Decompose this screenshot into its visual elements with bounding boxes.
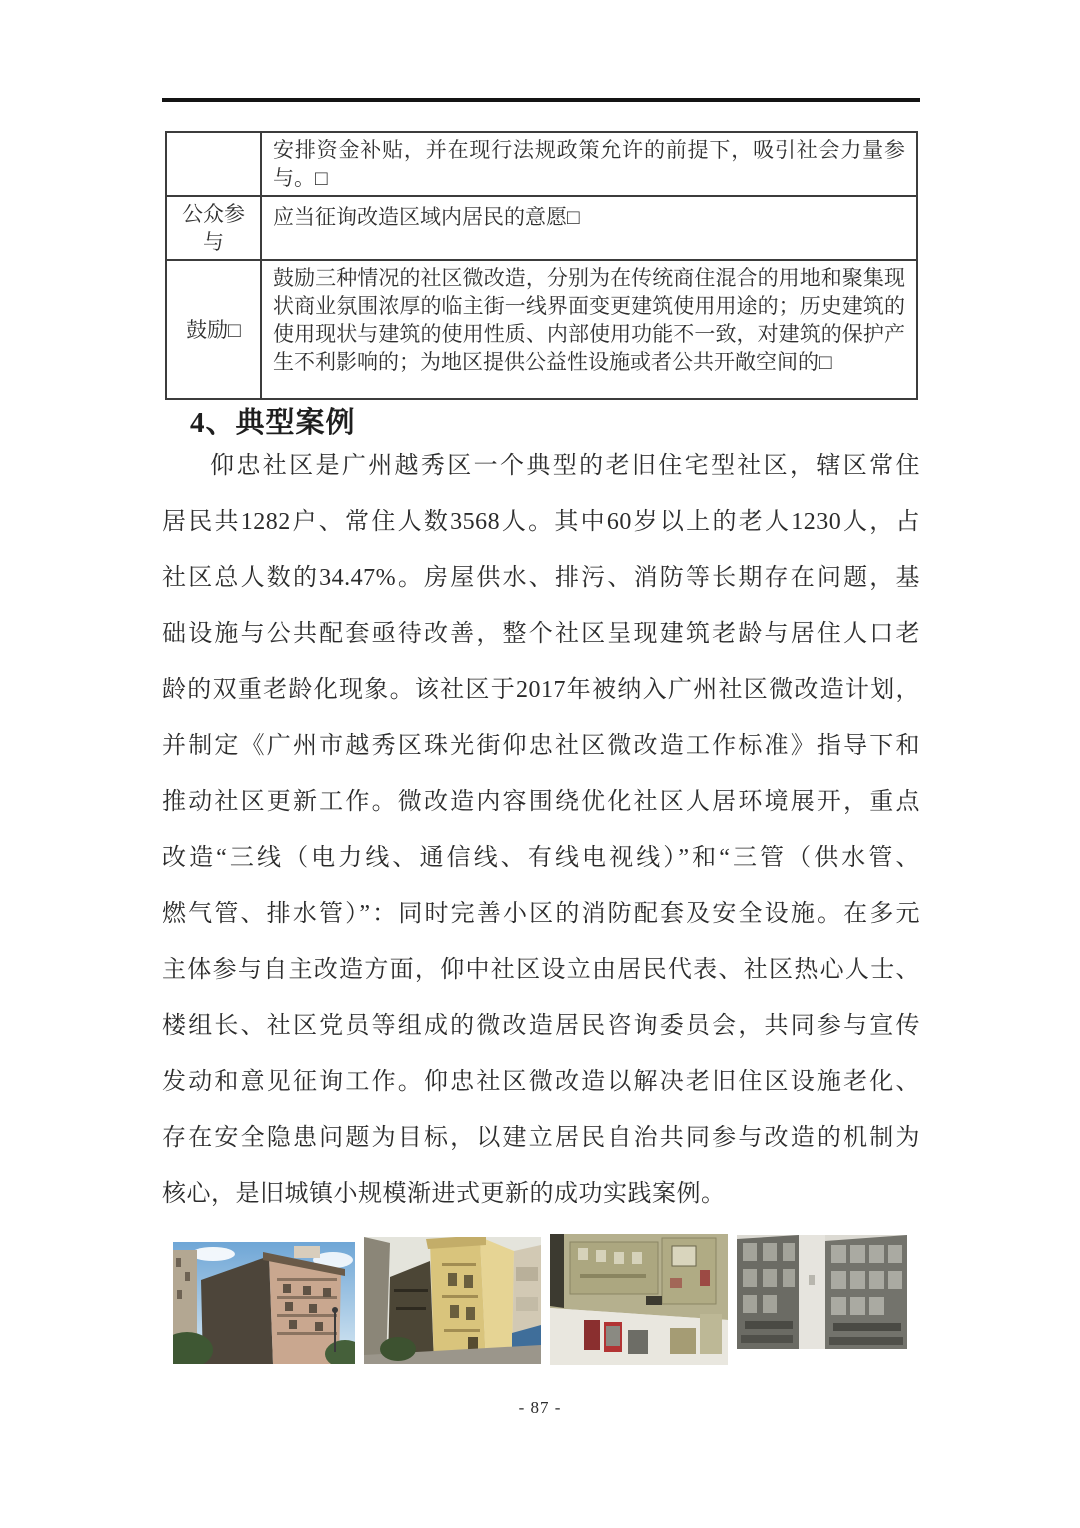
photo-electric-meter-cabinets — [737, 1235, 907, 1349]
paragraph-line: 居民共1282户、常住人数3568人。其中60岁以上的老人1230人，占 — [162, 509, 920, 535]
body-paragraph — [162, 438, 920, 1222]
paragraph-line: 推动社区更新工作。微改造内容围绕优化社区人居环境展开，重点 — [162, 789, 920, 815]
paragraph-line: 社区总人数的34.47%。房屋供水、排污、消防等长期存在问题，基 — [162, 565, 920, 591]
top-horizontal-rule — [162, 98, 920, 102]
table-row-content: 安排资金补贴，并在现行法规政策允许的前提下，吸引社会力量参与。□ — [261, 132, 917, 196]
section-heading: 4、典型案例 — [190, 407, 356, 439]
paragraph-line: 发动和意见征询工作。仰忠社区微改造以解决老旧住区设施老化、 — [162, 1069, 920, 1095]
paragraph-line: 并制定《广州市越秀区珠光街仰忠社区微改造工作标准》指导下和 — [162, 733, 920, 759]
paragraph-line: 仰忠社区是广州越秀区一个典型的老旧住宅型社区，辖区常住 — [210, 453, 920, 479]
paragraph-line: 存在安全隐患问题为目标，以建立居民自治共同参与改造的机制为 — [162, 1125, 920, 1151]
paragraph-line: 楼组长、社区党员等组成的微改造居民咨询委员会，共同参与宣传 — [162, 1013, 920, 1039]
table-row-content: 应当征询改造区域内居民的意愿□ — [261, 196, 917, 260]
paragraph-line: 改造“三线（电力线、通信线、有线电视线）”和“三管（供水管、 — [162, 845, 920, 871]
table-row-content: 鼓励三种情况的社区微改造，分别为在传统商住混合的用地和聚集现状商业氛围浓厚的临主街一线界面变更建筑使用用途的；历史建筑的使用现状与建筑的使用性质、内部使用功能不一致，对建筑的保护产生不利影响的；为地区提供公益性设施或者公共开敞空间的□ — [261, 260, 917, 399]
table-row — [166, 132, 917, 196]
paragraph-line: 燃气管、排水管）”：同时完善小区的消防配套及安全设施。在多元 — [162, 901, 920, 927]
photo-aged-electric-meter-panels — [550, 1234, 728, 1365]
table-row-label: 鼓励□ — [166, 260, 261, 399]
photo-old-residential-building-corner — [173, 1242, 355, 1364]
table-row-label: 公众参与 — [166, 196, 261, 260]
table-row — [166, 260, 917, 399]
page-number: - 87 - — [518, 1398, 562, 1417]
paragraph-line: 础设施与公共配套亟待改善，整个社区呈现建筑老龄与居住人口老 — [162, 621, 920, 647]
table-row-label — [166, 132, 261, 196]
policy-table — [165, 131, 918, 400]
paragraph-line: 主体参与自主改造方面，仰中社区设立由居民代表、社区热心人士、 — [162, 957, 920, 983]
photo-row — [173, 1234, 933, 1365]
paragraph-line: 龄的双重老龄化现象。该社区于2017年被纳入广州社区微改造计划， — [162, 677, 920, 703]
table-row — [166, 196, 917, 260]
photo-yellow-old-building-street — [364, 1237, 541, 1364]
paragraph-line: 核心，是旧城镇小规模渐进式更新的成功实践案例。 — [162, 1181, 726, 1207]
